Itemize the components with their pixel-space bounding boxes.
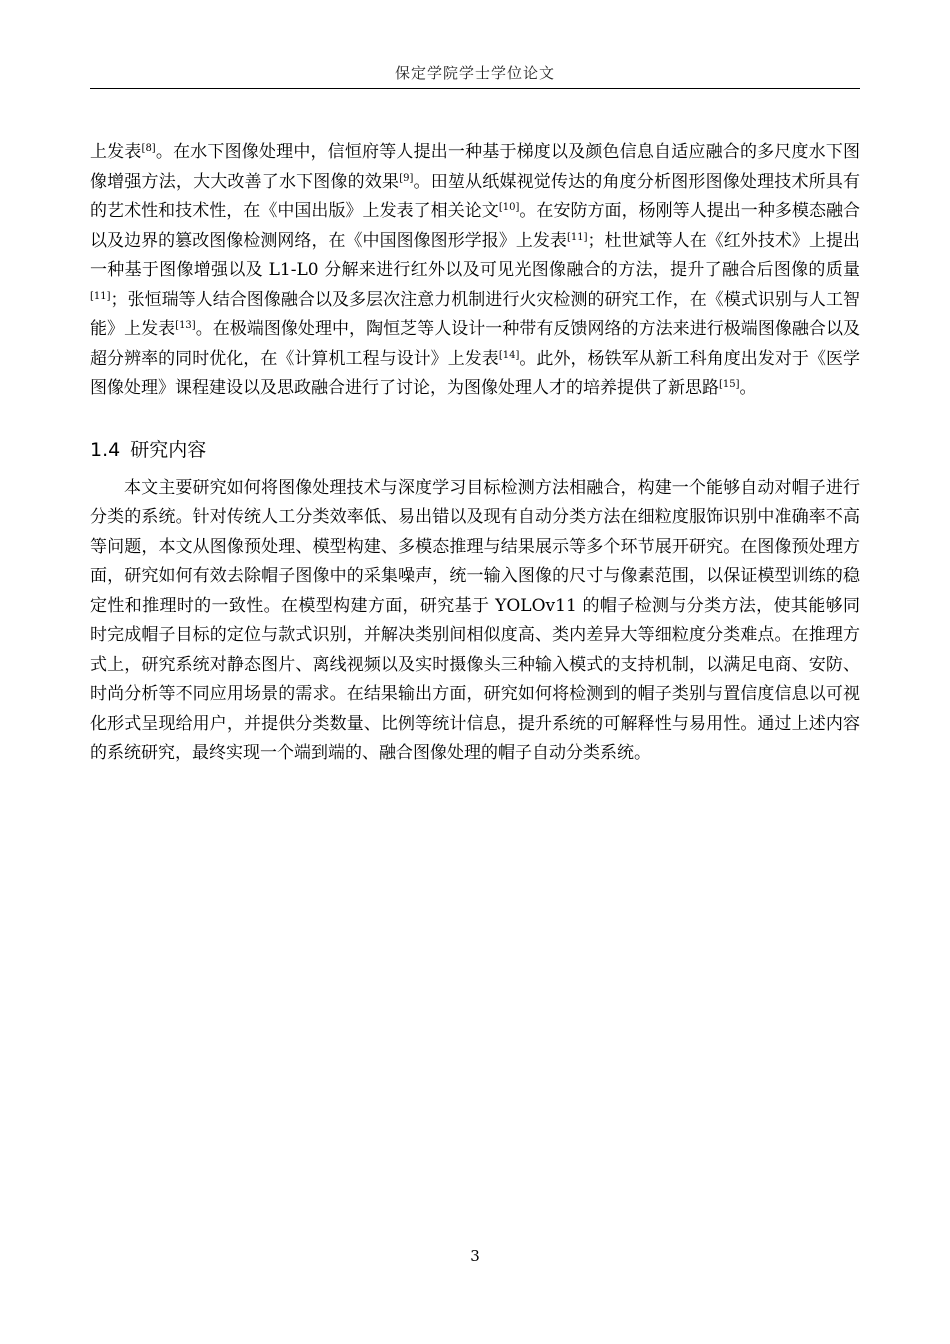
text-run: 。在水下图像处理中，信恒府等人提出一种基于梯度以及颜色信息自适应融合的多尺度水下图像增强方法，大大改善了水下图像的效果: [90, 142, 861, 192]
page-number: 3: [470, 1247, 480, 1265]
section-number: 1.4: [90, 438, 121, 461]
citation-ref: [11]: [566, 231, 588, 243]
section-title: 研究内容: [130, 438, 207, 461]
citation-ref: [13]: [175, 320, 196, 331]
text-run: 。田堃从纸媒视觉传达的角度分析图形图像处理技术所具有的艺术性和技术性，在《中国出版》上发表了相关论文: [90, 171, 860, 221]
citation-ref: [11]: [90, 290, 111, 302]
text-run: 。在安防方面，杨刚等人提出一种多模态融合以及边界的篡改图像检测网络，在《中国图像图形学报》上发表: [90, 201, 861, 251]
paragraph-research-content: 本文主要研究如何将图像处理技术与深度学习目标检测方法相融合，构建一个能够自动对帽子进行分类的系统。针对传统人工分类效率低、易出错以及现有自动分类方法在细粒度服饰识别中准确率不高等问题，本文从图像预处理、模型构建、多模态推理与结果展示等多个环节展开研究。在图像预处理方面，研究如何有效去除帽子图像中的采集噪声，统一输入图像的尺寸与像素范围，以保证模型训练的稳定性和推理时的一致性。在模型构建方面，研究基于 YOLOv11 的帽子检测与分类方法，使其能够同时完成帽子目标的定位与款式识别，并解决类别间相似度高、类内差异大等细粒度分类难点。在推理方式上，研究系统对静态图片、离线视频以及实时摄像头三种输入模式的支持机制，以满足电商、安防、时尚分析等不同应用场景的需求。在结果输出方面，研究如何将检测到的帽子类别与置信度信息以可视化形式呈现给用户，并提供分类数量、比例等统计信息，提升系统的可解释性与易用性。通过上述内容的系统研究，最终实现一个端到端的、融合图像处理的帽子自动分类系统。: [90, 477, 860, 763]
text-run: 。在极端图像处理中，陶恒芝等人设计一种带有反馈网络的方法来进行极端图像融合以及超分辨率的同时优化，在《计算机工程与设计》上发表: [90, 319, 861, 369]
citation-ref: [8]: [141, 143, 156, 154]
header-rule: [90, 88, 860, 89]
citation-ref: [15]: [719, 379, 740, 390]
section-heading: [90, 435, 860, 465]
text-run: 。此外，杨铁军从新工科角度出发对于《医学图像处理》课程建设以及思政融合进行了讨论，为图像处理人才的培养提供了新思路: [90, 348, 861, 398]
text-run: ；杜世斌等人在《红外技术》上提出一种基于图像增强以及 L1-L0 分解来进行红外以及可见光图像融合的方法，提升了融合后图像的质量: [90, 230, 861, 280]
text-run: 上发表: [90, 142, 142, 162]
paragraph-literature-review: [90, 138, 860, 404]
citation-ref: [10]: [498, 202, 520, 213]
citation-ref: [9]: [399, 172, 414, 184]
citation-ref: [14]: [498, 349, 520, 361]
page-content: [90, 138, 860, 769]
text-run: ；张恒瑞等人结合图像融合以及多层次注意力机制进行火灾检测的研究工作，在《模式识别与人工智能》上发表: [90, 289, 860, 339]
text-run: 。: [739, 378, 757, 398]
running-header: 保定学院学士学位论文: [394, 64, 555, 82]
